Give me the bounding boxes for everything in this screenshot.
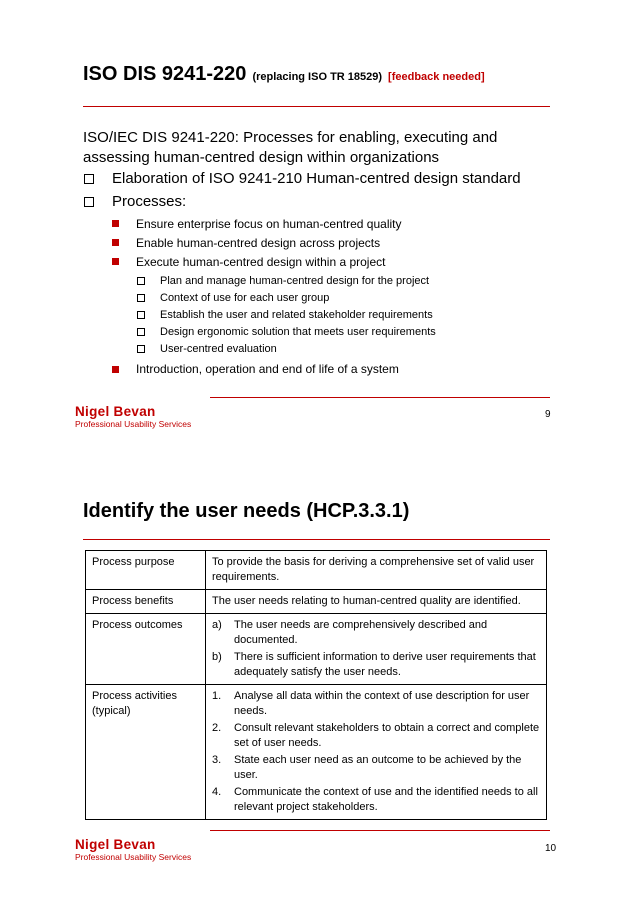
checkbox-bullet-icon: [137, 277, 145, 285]
item-text: State each user need as an outcome to be achieved by the user.: [234, 754, 522, 781]
checkbox-bullet-icon: [137, 345, 145, 353]
item-marker: 1.: [212, 690, 222, 702]
footer-line: [210, 830, 550, 831]
list-item: [212, 721, 540, 751]
intro-line-2: assessing human-centred design within organizations: [83, 149, 440, 166]
item-marker: 3.: [212, 754, 222, 766]
square-bullet-icon: [112, 258, 119, 265]
checkbox-bullet-icon: [137, 294, 145, 302]
slide-2: [0, 450, 638, 903]
list-item: [212, 618, 540, 648]
item-text: There is sufficient information to derive user requirements that adequately satisfy the user needs.: [234, 651, 536, 678]
row-list: [206, 685, 547, 820]
sub-bullet-item: Introduction, operation and end of life of a system: [136, 362, 399, 376]
title-underline: [83, 106, 550, 107]
list-item: [212, 785, 540, 815]
logo-tagline: Professional Usability Services: [75, 852, 192, 862]
row-label: Process purpose: [86, 551, 206, 590]
sub-sub-bullet-item: Design ergonomic solution that meets user requirements: [160, 326, 436, 338]
item-text: The user needs are comprehensively described and documented.: [234, 619, 488, 646]
list-item: [212, 689, 540, 719]
checkbox-bullet-icon: [137, 328, 145, 336]
item-text: Communicate the context of use and the identified needs to all relevant project stakeholders.: [234, 786, 538, 813]
item-marker: 2.: [212, 722, 222, 734]
item-marker: 4.: [212, 786, 222, 798]
sub-bullet-item: Enable human-centred design across projects: [136, 236, 381, 250]
item-text: Consult relevant stakeholders to obtain a correct and complete set of user needs.: [234, 722, 540, 749]
table-row: [86, 614, 547, 685]
square-bullet-icon: [112, 220, 119, 227]
sub-sub-bullet-item: Context of use for each user group: [160, 292, 330, 304]
sub-bullet-item: Execute human-centred design within a project: [136, 255, 386, 269]
table-row: [86, 590, 547, 614]
item-marker: a): [212, 619, 222, 631]
checkbox-bullet-icon: [84, 197, 94, 207]
list-item: [212, 753, 540, 783]
intro-line-1: ISO/IEC DIS 9241-220: Processes for enabling, executing and: [83, 129, 498, 146]
table-row: [86, 685, 547, 820]
list-item: [212, 650, 540, 680]
sub-sub-bullet-item: User-centred evaluation: [160, 343, 277, 355]
item-text: Analyse all data within the context of use description for user needs.: [234, 690, 530, 717]
nigel-bevan-logo: [75, 404, 191, 430]
footer-line: [210, 397, 550, 398]
logo-tagline: Professional Usability Services: [75, 419, 192, 429]
sub-sub-bullet-item: Establish the user and related stakeholder requirements: [160, 309, 433, 321]
row-text: To provide the basis for deriving a comprehensive set of valid user requirements.: [206, 551, 547, 590]
row-text: The user needs relating to human-centred quality are identified.: [206, 590, 547, 614]
bullet-item: Processes:: [112, 193, 187, 210]
nigel-bevan-logo: [75, 837, 191, 863]
row-label: Process benefits: [86, 590, 206, 614]
square-bullet-icon: [112, 366, 119, 373]
title-subtitle: (replacing ISO TR 18529): [252, 71, 383, 83]
slide-1: [0, 0, 638, 450]
sub-sub-bullet-item: Plan and manage human-centred design for the project: [160, 275, 430, 287]
item-marker: b): [212, 651, 222, 663]
logo-name: Nigel Bevan: [75, 837, 156, 852]
bullet-item: Elaboration of ISO 9241-210 Human-centred design standard: [112, 170, 521, 187]
checkbox-bullet-icon: [137, 311, 145, 319]
process-table: [85, 550, 547, 820]
slide-title: [83, 63, 485, 86]
sub-bullet-item: Ensure enterprise focus on human-centred quality: [136, 217, 402, 231]
logo-name: Nigel Bevan: [75, 404, 156, 419]
table-row: [86, 551, 547, 590]
title-underline: [83, 539, 550, 540]
row-list: [206, 614, 547, 685]
row-label: Process outcomes: [86, 614, 206, 685]
slide-title: Identify the user needs (HCP.3.3.1): [83, 500, 410, 522]
square-bullet-icon: [112, 239, 119, 246]
row-label: Process activities (typical): [86, 685, 206, 820]
title-feedback-note: [feedback needed]: [388, 71, 485, 83]
checkbox-bullet-icon: [84, 174, 94, 184]
page-number: 9: [545, 409, 551, 420]
title-main: ISO DIS 9241-220: [83, 63, 247, 85]
page-number: 10: [545, 843, 557, 854]
